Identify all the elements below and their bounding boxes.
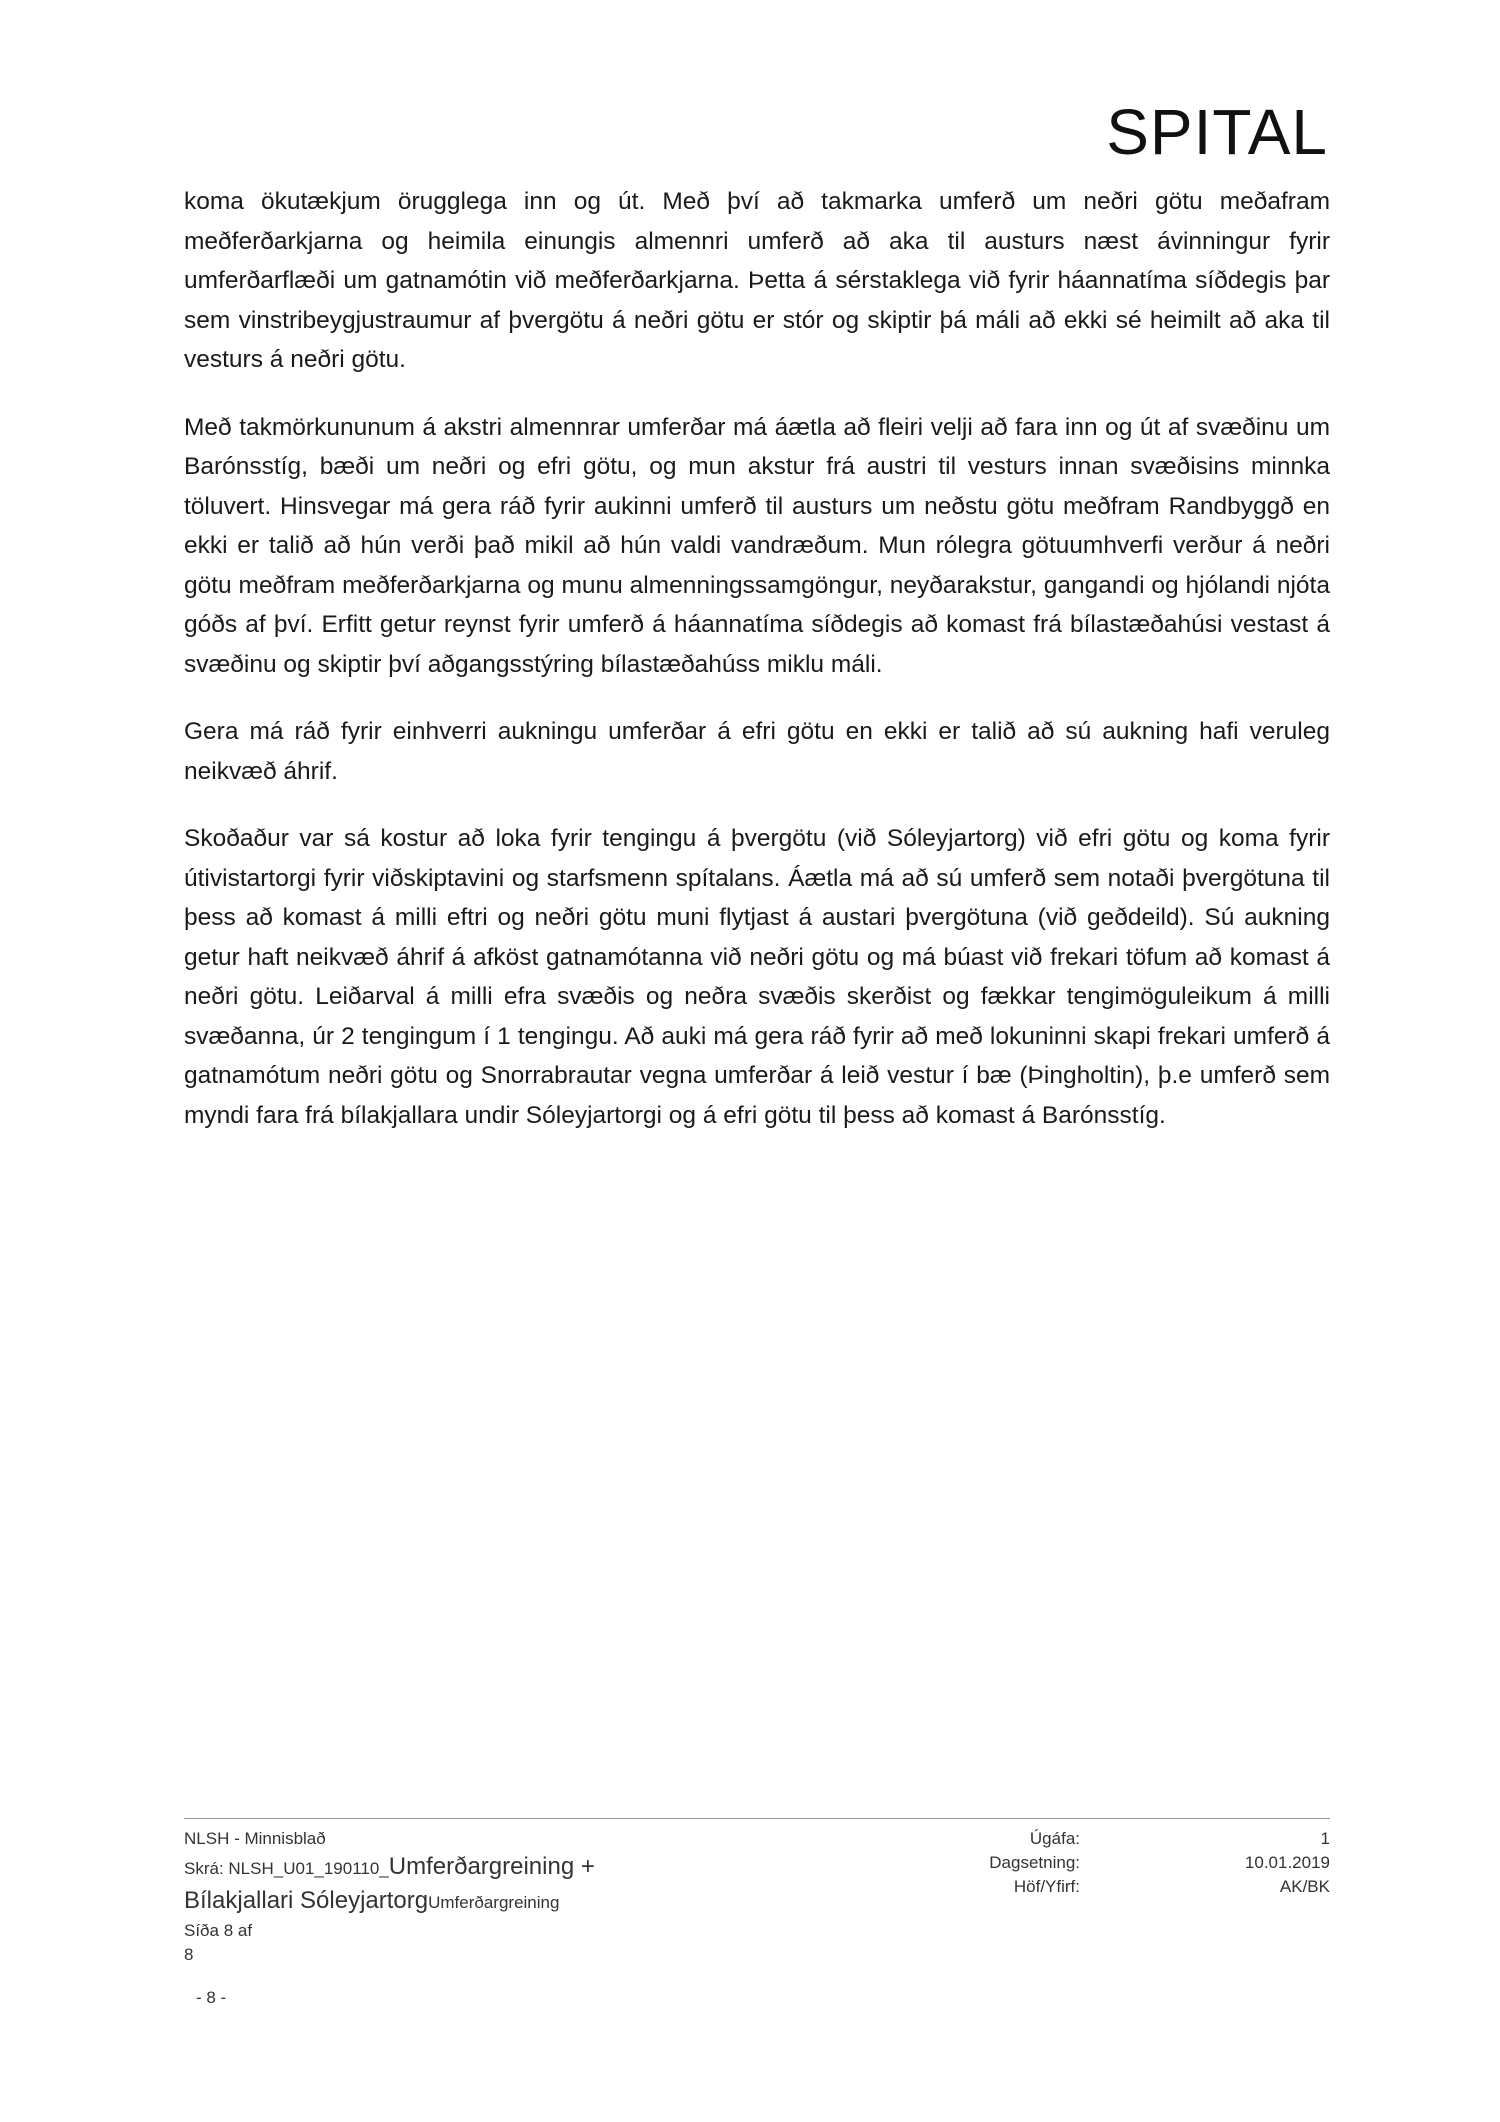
- date-label: Dagsetning:: [989, 1853, 1080, 1872]
- page-number-marker: - 8 -: [196, 1988, 227, 2007]
- footer-date-row: [910, 1851, 1330, 1875]
- paragraph-4: Skoðaður var sá kostur að loka fyrir tengingu á þvergötu (við Sóleyjartorg) við efri götu og koma fyrir útivistartorgi fyrir viðskiptavini og starfsmenn spítalans. Áætla má að sú umferð sem notaði þvergötuna til þess að komast á milli eftri og neðri götu muni flytjast á austari þvergötuna (við geðdeild). Sú aukning getur haft neikvæð áhrif á afköst gatnamótanna við neðri götu og má búast við frekari töfum að komast á neðri götu. Leiðarval á milli efra svæðis og neðra svæðis skerðist og fækkar tengimöguleikum á milli svæðanna, úr 2 tengingum í 1 tengingu. Að auki má gera ráð fyrir að með lokuninni skapi frekari umferð á gatnamótum neðri götu og Snorrabrautar vegna umferðar á leið vestur í bæ (Þingholtin), þ.e umferð sem myndi fara frá bílakjallara undir Sóleyjartorgi og á efri götu til þess að komast á Barónsstíg.: [184, 825, 1330, 1129]
- footer-doc-type: NLSH - Minnisblað: [184, 1829, 326, 1848]
- document-body: [184, 182, 1330, 1163]
- footer-file-line-2: [184, 1885, 704, 1919]
- footer-file-title-2: Bílakjallari Sóleyjartorg: [184, 1887, 429, 1914]
- version-value: 1: [1320, 1829, 1330, 1848]
- version-label: Úgáfa:: [1029, 1829, 1080, 1848]
- page-footer: [184, 1818, 1330, 1964]
- paragraph-1: koma ökutækjum örugglega inn og út. Með því að takmarka umferð um neðri götu meðafram meðferðarkjarna og heimila einungis almennri umferð að aka til austurs næst ávinningur fyrir umferðarflæði um gatnamótin við meðferðarkjarna. Þetta á sérstaklega við fyrir háannatíma síðdegis þar sem vinstribeygjustraumur af þvergötu á neðri götu er stór og skiptir þá máli að ekki sé heimilt að aka til vesturs á neðri götu.: [184, 188, 1330, 373]
- footer-author-row: [910, 1875, 1330, 1899]
- author-label: Höf/Yfirf:: [1013, 1877, 1080, 1896]
- footer-file-prefix: Skrá: NLSH_U01_190110_: [184, 1859, 389, 1878]
- footer-page-count: Síða 8 af: [184, 1921, 253, 1940]
- author-value: AK/BK: [1279, 1877, 1330, 1896]
- footer-meta: [910, 1827, 1330, 1899]
- paragraph-3: Gera má ráð fyrir einhverri aukningu umferðar á efri götu en ekki er talið að sú aukning hafi veruleg neikvæð áhrif.: [184, 718, 1330, 785]
- footer-file-line: [184, 1851, 704, 1885]
- spital-logo: SPITAL: [1106, 96, 1328, 168]
- footer-version-row: [910, 1827, 1330, 1851]
- footer-file-title-small: Umferðargreining: [428, 1893, 560, 1912]
- footer-file-info: [184, 1827, 704, 1967]
- footer-page-count-total: 8: [184, 1945, 194, 1964]
- date-value: 10.01.2019: [1244, 1853, 1330, 1872]
- footer-file-title-1: Umferðargreining +: [388, 1853, 595, 1880]
- paragraph-2: Með takmörkununum á akstri almennrar umferðar má áætla að fleiri velji að fara inn og út af svæðinu um Barónsstíg, bæði um neðri og efri götu, og mun akstur frá austri til vesturs innan svæðisins minnka töluvert. Hinsvegar má gera ráð fyrir aukinni umferð til austurs um neðstu götu meðfram Randbyggð en ekki er talið að hún verði það mikil að hún valdi vandræðum. Mun rólegra götuumhverfi verður á neðri götu meðfram meðferðarkjarna og munu almenningssamgöngur, neyðarakstur, gangandi og hjólandi njóta góðs af því. Erfitt getur reynst fyrir umferð á háannatíma síðdegis að komast frá bílastæðahúsi vestast á svæðinu og skiptir því aðgangsstýring bílastæðahúss miklu máli.: [184, 413, 1330, 678]
